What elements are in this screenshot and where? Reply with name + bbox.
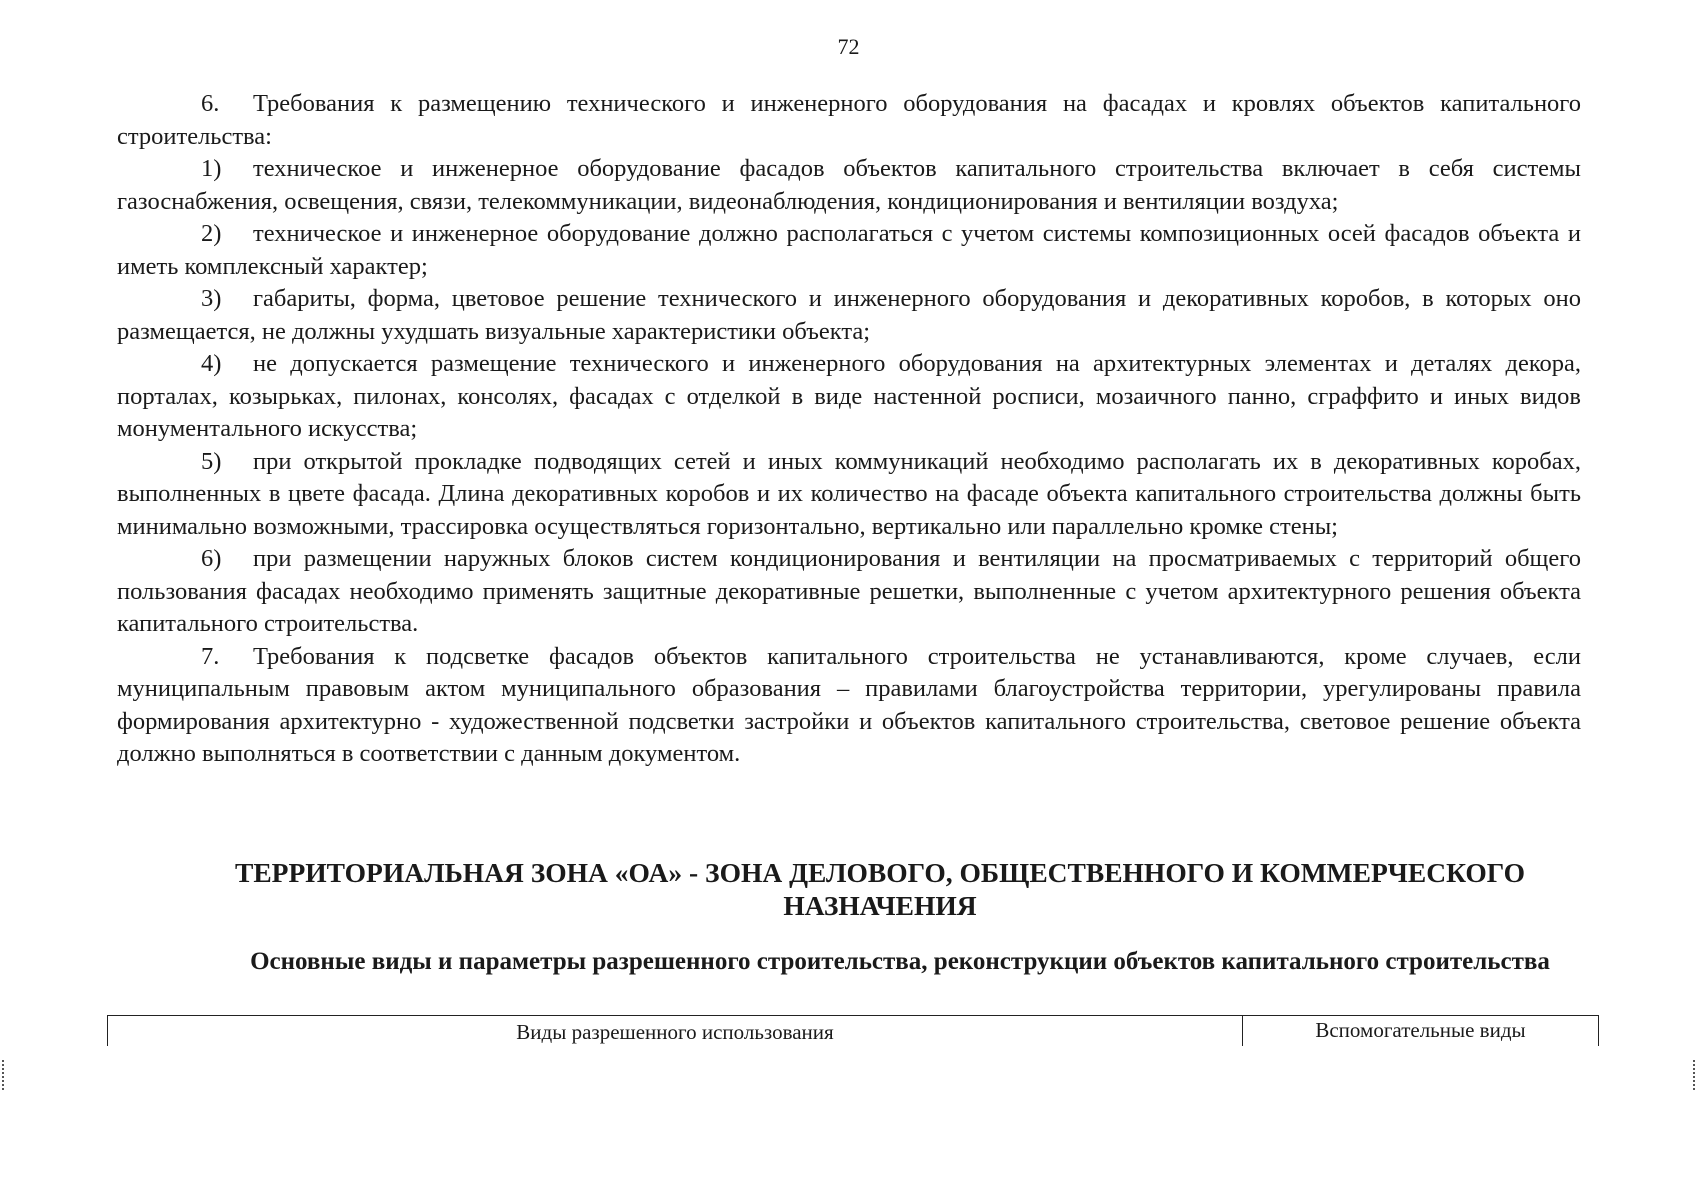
section-title: Основные виды и параметры разрешенного строительства, реконструкции объектов капитального строительства bbox=[250, 948, 1550, 975]
list-text: габариты, форма, цветовое решение технического и инженерного оборудования и декоративных коробов, в которых оно размещается, не должны ухудшать визуальные характеристики объекта; bbox=[117, 285, 1581, 345]
list-text: при размещении наружных блоков систем кондиционирования и вентиляции на просматриваемых с территорий общего пользования фасадах необходимо применять защитные декоративные решетки, выполненные с учетом архитектурного решения объекта капитального строительства. bbox=[117, 545, 1581, 637]
paragraph-item-6 bbox=[117, 88, 1581, 153]
list-item-3 bbox=[117, 283, 1581, 348]
list-item-5 bbox=[117, 446, 1581, 544]
list-text: техническое и инженерное оборудование должно располагаться с учетом системы композиционных осей фасадов объекта и иметь комплексный характер; bbox=[117, 220, 1581, 280]
list-text: при открытой прокладке подводящих сетей и иных коммуникаций необходимо располагать их в декоративных коробах, выполненных в цвете фасада. Длина декоративных коробов и их количество на фасаде объекта капитального строительства должны быть минимально возможными, трассировка осуществляться горизонтально, вертикально или параллельно кромке стены; bbox=[117, 447, 1581, 540]
zone-title: ТЕРРИТОРИАЛЬНАЯ ЗОНА «ОА» - ЗОНА ДЕЛОВОГО, ОБЩЕСТВЕННОГО И КОММЕРЧЕСКОГО НАЗНАЧЕНИЯ bbox=[234, 857, 1525, 921]
document-body bbox=[117, 88, 1581, 771]
paragraph-text: Требования к подсветке фасадов объектов капитального строительства не устанавливаются, кроме случаев, если муниципальным правовым актом муниципального образования – правилами благоустройства территории, урегулированы правила формирования архитектурно - художественной подсветки застройки и объектов капитального строительства, световое решение объекта должно выполняться в соответствии с данным документом. bbox=[117, 642, 1581, 767]
list-item-6 bbox=[117, 543, 1581, 641]
table-header-row bbox=[107, 1015, 1599, 1046]
page-number: 72 bbox=[837, 34, 860, 59]
table-header-auxiliary-uses: Вспомогательные виды bbox=[1243, 1016, 1599, 1046]
paragraph-text: Требования к размещению технического и инженерного оборудования на фасадах и кровлях объектов капитального строительства: bbox=[117, 90, 1581, 150]
paragraph-item-7 bbox=[117, 641, 1581, 771]
list-number: 3) bbox=[201, 285, 222, 312]
list-number: 4) bbox=[201, 350, 222, 377]
table-header-main-uses: Виды разрешенного использования bbox=[107, 1016, 1243, 1046]
scan-edge-mark-right bbox=[1691, 1060, 1695, 1090]
list-number: 6) bbox=[201, 545, 222, 572]
paragraph-number: 7. bbox=[201, 642, 220, 670]
list-item-2 bbox=[117, 218, 1581, 283]
paragraph-number: 6. bbox=[201, 90, 220, 117]
list-item-4 bbox=[117, 348, 1581, 446]
list-item-1 bbox=[117, 153, 1581, 218]
list-number: 1) bbox=[201, 155, 222, 182]
list-number: 2) bbox=[201, 220, 222, 247]
list-text: техническое и инженерное оборудование фасадов объектов капитального строительства включает в себя системы газоснабжения, освещения, связи, телекоммуникации, видеонаблюдения, кондиционирования и вентиляции воздуха; bbox=[117, 155, 1581, 215]
scan-edge-mark-left bbox=[2, 1060, 6, 1090]
list-text: не допускается размещение технического и инженерного оборудования на архитектурных элементах и деталях декора, порталах, козырьках, пилонах, консолях, фасадах с отделкой в виде настенной росписи, мозаичного панно, сграффито и иных видов монументального искусства; bbox=[117, 350, 1581, 442]
list-number: 5) bbox=[201, 447, 222, 475]
